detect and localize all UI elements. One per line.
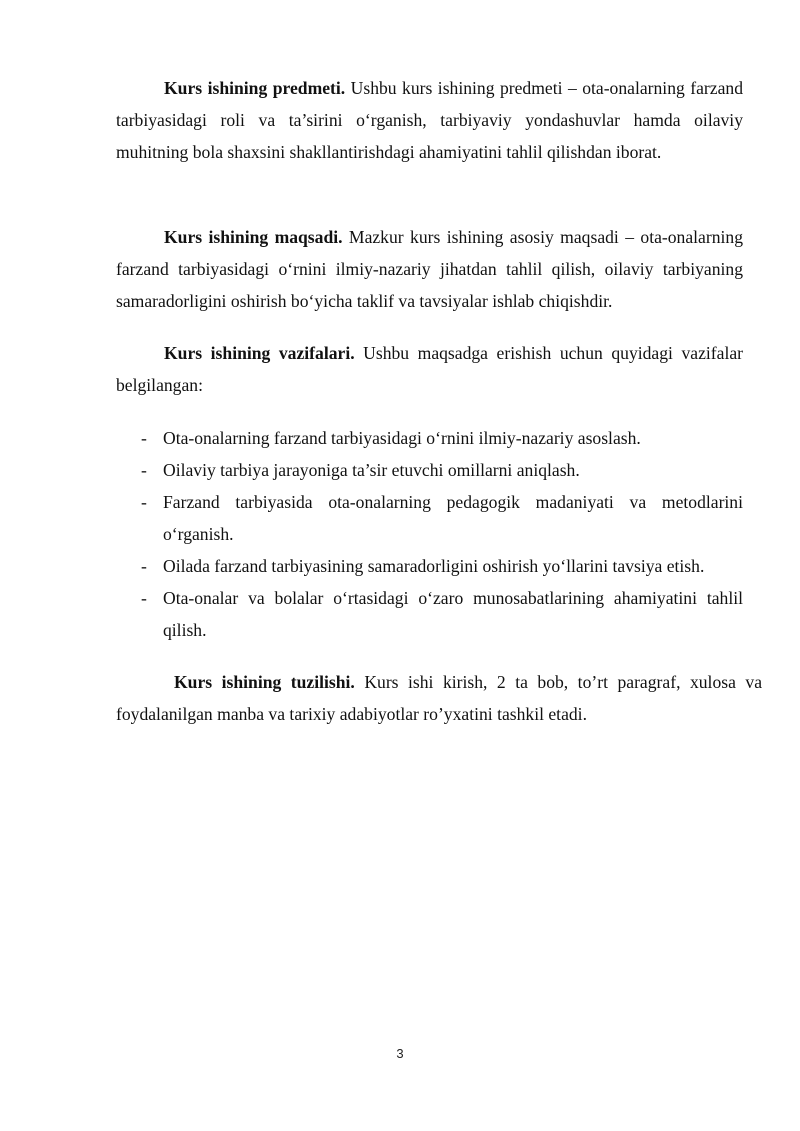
text-maqsad: Mazkur kurs ishining asosiy maqsadi – ota-onalarning farzand tarbiyasidagi oʻrnini ilmiy-nazariy jihatdan tahlil qilish, oilaviy tarbiyaning samaradorligini oshirish boʻyicha taklif va tavsiyalar ishlab chiqishdir.	[116, 227, 743, 311]
text-predmet: Ushbu kurs ishining predmeti – ota-onalarning farzand tarbiyasidagi roli va ta’sirini oʻrganish, tarbiyaviy yondashuvlar hamda oilaviy muhitning bola shaxsini shakllantirishdagi ahamiyatini tahlil qilishdan iborat.	[116, 78, 743, 162]
heading-vazifalar: Kurs ishining vazifalari.	[164, 343, 355, 363]
list-item-text: Ota-onalarning farzand tarbiyasidagi oʻrnini ilmiy-nazariy asoslash.	[163, 428, 641, 448]
list-item	[116, 454, 743, 486]
text-vazifalar: Ushbu maqsadga erishish uchun quyidagi vazifalar belgilangan:	[116, 343, 743, 395]
paragraph-predmet	[116, 72, 743, 168]
list-item	[116, 550, 743, 582]
text-tuzilish: Kurs ishi kirish, 2 ta bob, to’rt paragraf, xulosa va foydalanilgan manba va tarixiy adabiyotlar ro’yxatini tashkil etadi.	[116, 672, 763, 724]
list-item	[116, 486, 743, 550]
list-item-text: Ota-onalar va bolalar oʻrtasidagi oʻzaro munosabatlarining ahamiyatini tahlil qilish.	[163, 588, 743, 640]
list-item-text: Oilada farzand tarbiyasining samaradorligini oshirish yoʻllarini tavsiya etish.	[163, 556, 705, 576]
bullet-dash: -	[141, 460, 147, 480]
paragraph-maqsad	[116, 221, 743, 317]
list-item	[116, 582, 743, 646]
bullet-dash: -	[141, 556, 147, 576]
bullet-dash: -	[141, 492, 147, 512]
paragraph-vazifalar	[116, 337, 743, 401]
list-item	[116, 422, 743, 454]
page-number: 3	[396, 1046, 404, 1061]
bullet-dash: -	[141, 588, 147, 608]
bullet-dash: -	[141, 428, 147, 448]
list-item-text: Oilaviy tarbiya jarayoniga ta’sir etuvchi omillarni aniqlash.	[163, 460, 580, 480]
heading-predmet: Kurs ishining predmeti.	[164, 78, 346, 98]
heading-tuzilish: Kurs ishining tuzilishi.	[174, 672, 355, 692]
tasks-list	[116, 422, 743, 646]
paragraph-tuzilish	[116, 666, 762, 730]
list-item-text: Farzand tarbiyasida ota-onalarning pedagogik madaniyati va metodlarini oʻrganish.	[163, 492, 743, 544]
heading-maqsad: Kurs ishining maqsadi.	[164, 227, 343, 247]
